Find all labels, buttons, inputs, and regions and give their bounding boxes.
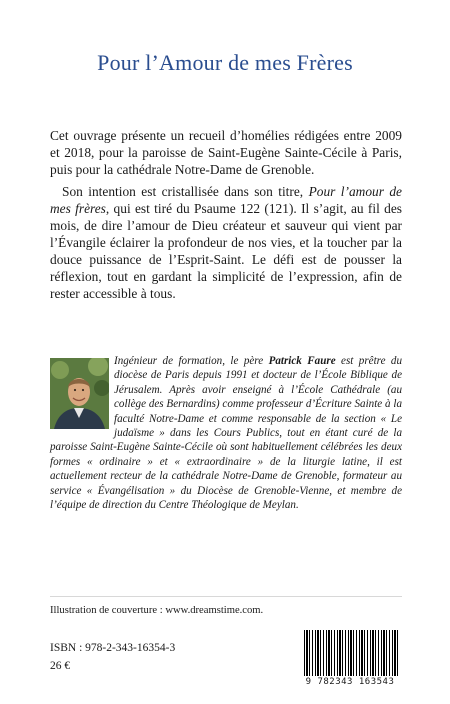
intention-paragraph: [50, 183, 402, 302]
intention-title-italic: Pour l’amour de mes frères: [50, 184, 402, 216]
book-title: Pour l’Amour de mes Frères: [97, 50, 353, 75]
price: 26 €: [50, 660, 71, 672]
divider-line: [50, 596, 402, 597]
author-bio: [50, 354, 402, 512]
author-name: Patrick Faure: [268, 355, 336, 367]
isbn: ISBN : 978-2-343-16354-3: [50, 642, 176, 654]
barcode: [296, 628, 404, 690]
barcode-digits: 9 782343 163543: [305, 677, 395, 687]
intention-text-end: , qui est tiré du Psaume 122 (121). Il s’agit, au fil des mois, de dire l’amour de Dieu créateur et sauveur qui vient par l’Évangile éclairer la profondeur de nos vies, et la toucher par la douce puissance de l’Esprit-Saint. Le défi est de pousser la réflexion, tout en gardant la simplicité de l’expression, afin de rester accessible à tous.: [50, 201, 402, 301]
intro-paragraph: Cet ouvrage présente un recueil d’homélies rédigées entre 2009 et 2018, pour la paroisse de Saint-Eugène Sainte-Cécile à Paris, puis pour la cathédrale Notre-Dame de Grenoble.: [50, 128, 402, 177]
bio-text-start: Ingénieur de formation, le père: [114, 355, 269, 367]
barcode-bars-icon: [304, 630, 400, 676]
illustration-credit: Illustration de couverture : www.dreamstime.com.: [50, 605, 264, 616]
intention-text-start: Son intention est cristallisée dans son titre,: [62, 184, 309, 199]
bio-text-end: est prêtre du diocèse de Paris depuis 1991 et docteur de l’École Biblique de Jérusalem. Après avoir enseigné à l’École Cathédrale (au collège des Bernardins) comme professeur d’Écriture Sainte à la faculté Notre-Dame et comme responsable de la section « Le judaïsme » dans les Cours Publics, tout en étant curé de la paroisse Saint-Eugène Sainte-Cécile où sont habituellement célébrées les deux formes « ordinaire » et « extraordinaire » de la liturgie latine, il est actuellement recteur de la cathédrale Notre-Dame de Grenoble, formateur au service « Évangélisation » du Diocèse de Grenoble-Vienne, et membre de l’équipe de direction du Centre Théologique de Meylan.: [50, 355, 403, 512]
